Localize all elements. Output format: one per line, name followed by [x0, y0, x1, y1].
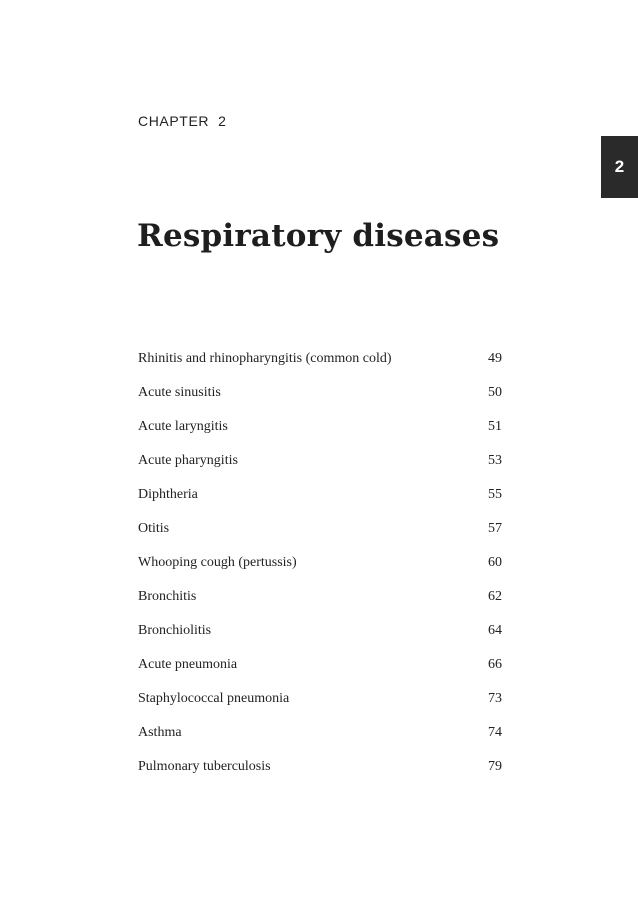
toc-item-title: Asthma: [138, 725, 182, 740]
toc-item-title: Otitis: [138, 521, 170, 536]
toc-item: [138, 648, 502, 682]
toc-item: [138, 580, 502, 614]
toc-item-page: 62: [488, 589, 502, 604]
toc-item: [138, 376, 502, 410]
toc-item: [138, 716, 502, 750]
toc-item-title: Acute pharyngitis: [138, 453, 238, 468]
toc-item: [138, 750, 502, 784]
toc-item-page: 64: [488, 623, 502, 638]
toc-item-title: Rhinitis and rhinopharyngitis (common cold): [138, 351, 392, 366]
toc-item: [138, 478, 502, 512]
toc-item: [138, 614, 502, 648]
toc-item: [138, 546, 502, 580]
toc-item-page: 60: [488, 555, 502, 570]
toc-item-title: Acute sinusitis: [138, 385, 221, 400]
toc-item-title: Staphylococcal pneumonia: [138, 691, 290, 706]
toc-item-page: 57: [488, 521, 502, 536]
toc-item: [138, 512, 502, 546]
toc-item-title: Pulmonary tuberculosis: [138, 759, 271, 774]
table-of-contents: [138, 342, 502, 784]
toc-item-page: 79: [488, 759, 502, 774]
toc-item-title: Whooping cough (pertussis): [138, 555, 297, 570]
toc-item-page: 50: [488, 385, 502, 400]
toc-item-page: 49: [488, 351, 502, 366]
toc-item-page: 73: [488, 691, 502, 706]
chapter-tab-number: 2: [614, 157, 625, 176]
chapter-tab: [601, 136, 638, 198]
toc-item-page: 66: [488, 657, 502, 672]
toc-item-page: 53: [488, 453, 502, 468]
chapter-title: Respiratory diseases: [137, 218, 500, 254]
toc-item-page: 51: [488, 419, 502, 434]
toc-item-title: Diphtheria: [138, 487, 198, 502]
toc-item-page: 74: [488, 725, 502, 740]
toc-item: [138, 342, 502, 376]
toc-item: [138, 444, 502, 478]
chapter-label: CHAPTER 2: [138, 113, 227, 129]
toc-item: [138, 410, 502, 444]
toc-item-title: Bronchiolitis: [138, 623, 212, 638]
toc-item-title: Acute laryngitis: [138, 419, 228, 434]
toc-item-page: 55: [488, 487, 502, 502]
toc-item-title: Bronchitis: [138, 589, 197, 604]
toc-item: [138, 682, 502, 716]
toc-item-title: Acute pneumonia: [138, 657, 238, 672]
